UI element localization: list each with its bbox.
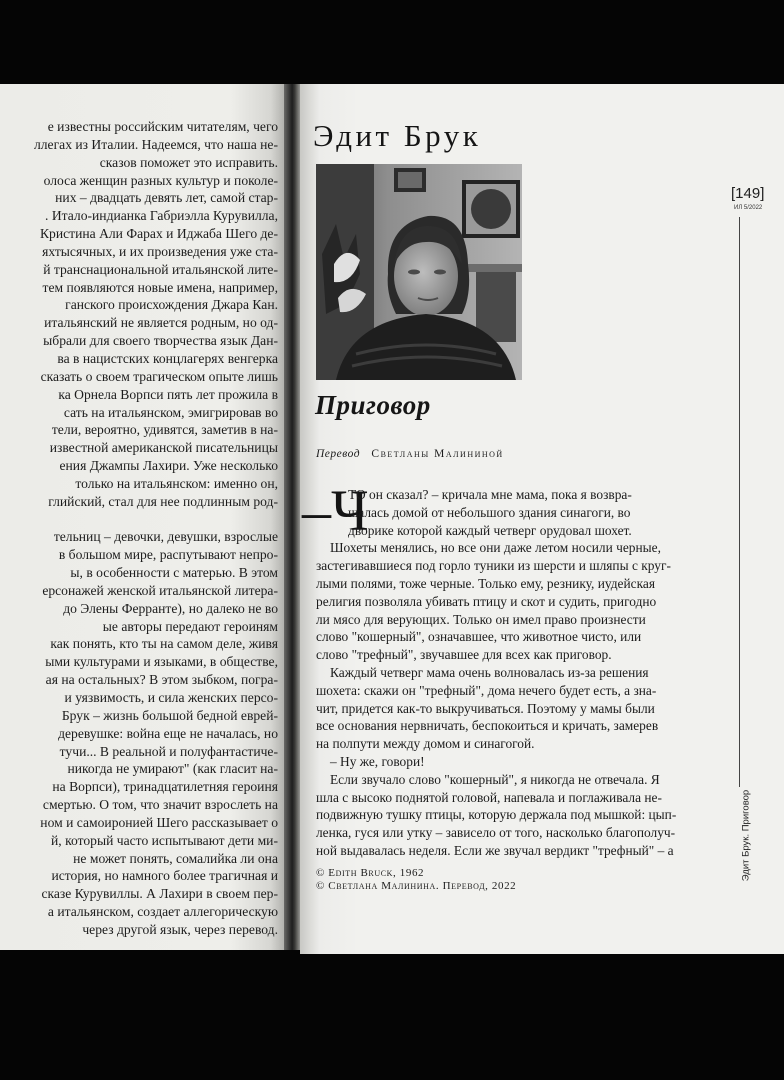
left-text-line: е известны российским читателям, чего: [47, 119, 278, 134]
left-text-line: сказать о своем трагическом опыте лишь: [40, 368, 278, 384]
left-text-line: них – двадцать девять лет, самой стар-: [55, 190, 278, 206]
copyright-notice: [316, 867, 646, 893]
left-text-line: смертью. О том, что значит взрослеть на: [42, 797, 278, 813]
left-text-line: деревушке: война еще не началась, но: [58, 725, 278, 741]
left-text-line: и уязвимость, и сила женских персо-: [64, 690, 278, 705]
left-text-line: яхтысячных, и их произведения уже ста-: [42, 243, 278, 259]
left-page: [0, 84, 288, 950]
left-text-line: в большом мире, распутывают непро-: [58, 547, 278, 563]
left-text-line: история, но намного более трагичная и: [51, 868, 278, 884]
left-text-line: ва в нацистских концлагерях венгерка: [57, 350, 278, 366]
translator-credit: [316, 448, 504, 460]
left-text-line: тем появляются новые имена, например,: [42, 279, 278, 295]
left-text-line: не может понять, сомалийка ли она: [73, 850, 278, 866]
left-text-line: ном и самоиронией Шего рассказывает о: [40, 814, 278, 830]
left-text-line: через другой язык, через перевод.: [82, 921, 278, 937]
left-text-line: й транснациональной итальянской лите-: [43, 261, 278, 277]
left-text-line: тучи... В реальной и полуфантастиче-: [59, 743, 278, 759]
story-text-line: Шохеты менялись, но все они даже летом носили черные,: [330, 540, 661, 556]
left-text-line: Брук – жизнь большой бедной еврей-: [61, 707, 278, 723]
story-text-line: все основания нервничать, беспокоиться и кричать, замерев: [316, 718, 659, 734]
left-text-line: как понять, кто ты на самом деле, живя: [50, 636, 278, 652]
left-text-line: ллегах из Италии. Надеемся, что наша не-: [33, 136, 278, 152]
story-text-line: дворике которой каждый четверг орудовал шохет.: [348, 522, 632, 538]
left-text-line: итальянский не является родным, но од-: [44, 315, 278, 331]
story-text-line: – Ну же, говори!: [330, 754, 425, 769]
story-text-line: застегивавшиеся под горло туники из шерсти и шляпы с круг-: [316, 558, 671, 574]
issue-label: ИЛ 5/2022: [734, 205, 763, 211]
right-page: [300, 84, 784, 954]
left-text-line: Кристина Али Фарах и Иджаба Шего де-: [39, 226, 278, 242]
story-text-line: ли мясо для верующих. Только он имел право произнести: [316, 611, 646, 627]
left-text-line: сать на итальянском, эмигрировав во: [63, 404, 278, 420]
author-name: Эдит Брук: [313, 118, 482, 153]
left-text-line: й, который часто испытывают дети ми-: [51, 832, 278, 848]
left-text-line: [0, 511, 278, 529]
left-page-text: [0, 118, 278, 939]
left-text-line: сказе Курувиллы. А Лахири в своем пер-: [41, 886, 278, 902]
story-text-line: религия позволяла убивать птицу и скот и судить, пригодно: [316, 593, 657, 609]
story-title: Приговор: [315, 390, 431, 420]
story-text-line: слово "трефный", звучавшее для всех как приговор.: [316, 647, 612, 663]
left-text-line: . Итало-индианка Габриэлла Курувилла,: [45, 208, 278, 224]
story-text-line: ной выдавалась неделя. Если же звучал вердикт "трефный" – а: [316, 843, 674, 858]
author-portrait-photo: [316, 164, 522, 380]
story-text-line: на полпути между домом и синагогой.: [316, 736, 535, 752]
left-text-line: тели, вероятно, удивятся, заметив в на-: [51, 422, 278, 438]
left-text-line: ганского происхождения Джара Кан.: [65, 297, 278, 313]
story-text-line: Каждый четверг мама очень волновалась из-за решения: [330, 665, 649, 680]
left-text-line: ыбрали для своего творчества язык Дан-: [43, 333, 278, 349]
story-text-line: чит, придется как-то выкручиваться. Поэтому у мамы были: [316, 700, 655, 716]
story-text-line: шла с высоко поднятой головой, напевала и поглаживала не-: [316, 789, 662, 805]
left-text-line: до Элены Ферранте), но далеко не во: [63, 600, 278, 616]
left-text-line: а итальянском, создает аллегорическую: [47, 904, 278, 920]
translator-name: Светланы Малининой: [371, 448, 504, 460]
left-text-line: известной американской писательницы: [49, 440, 278, 456]
left-text-line: олоса женщин разных культур и поколе-: [43, 172, 278, 188]
page-number: [149]: [731, 185, 765, 202]
translator-label: Перевод: [316, 448, 361, 460]
left-text-line: никогда не умирают" (как гласит на-: [67, 761, 278, 777]
left-text-line: ы, в особенности с матерью. В этом: [70, 565, 278, 581]
left-text-line: ерсонажей женской итальянской литера-: [42, 582, 278, 598]
left-text-line: ыми культурами и языками, в обществе,: [45, 654, 278, 670]
story-text-line: ленка, гуся или утку – зависело от того, насколько благополуч-: [316, 825, 676, 841]
copyright-line-author: © Edith Bruck, 1962: [316, 867, 425, 879]
left-text-line: только на итальянском: именно он,: [75, 475, 278, 491]
left-text-line: глийский, стал для нее подлинным род-: [48, 493, 278, 509]
copyright-line-translator: © Светлана Малинина. Перевод, 2022: [316, 880, 517, 892]
left-text-line: сказов поможет это исправить.: [99, 154, 278, 170]
left-text-line: на Ворпси), тринадцатилетняя героиня: [52, 779, 278, 795]
running-header: Эдит Брук. Приговор: [740, 789, 752, 882]
story-text-line: шохета: скажи он "трефный", дома нечего будет есть, а зна-: [316, 682, 657, 698]
left-text-line: ения Джампы Лахири. Уже несколько: [59, 458, 278, 474]
story-text-line: подвижную тушку птицы, которую держала под мышкой: цып-: [316, 807, 677, 823]
story-text-line: Если звучало слово "кошерный", я никогда не отвечала. Я: [330, 771, 660, 787]
story-text-line: слово "кошерный", означавшее, что животное чисто, или: [316, 629, 642, 645]
left-text-line: тельниц – девочки, девушки, взрослые: [53, 529, 278, 545]
left-text-line: ка Орнела Ворпси пять лет прожила в: [58, 386, 278, 402]
story-text-line: ТО он сказал? – кричала мне мама, пока я возвра-: [348, 487, 632, 502]
margin-rule: [739, 217, 740, 787]
story-text-line: щалась домой от небольшого здания синагоги, во: [348, 504, 631, 520]
story-text-line: лыми полями, тоже черные. Только ему, резнику, иудейская: [316, 576, 655, 591]
left-text-line: ая на остальных? В этом зыбком, погра-: [45, 672, 278, 688]
portrait-photo-icon: [316, 164, 522, 380]
left-text-line: ые авторы передают героиням: [102, 618, 278, 634]
drop-cap: –Ч: [302, 478, 369, 543]
